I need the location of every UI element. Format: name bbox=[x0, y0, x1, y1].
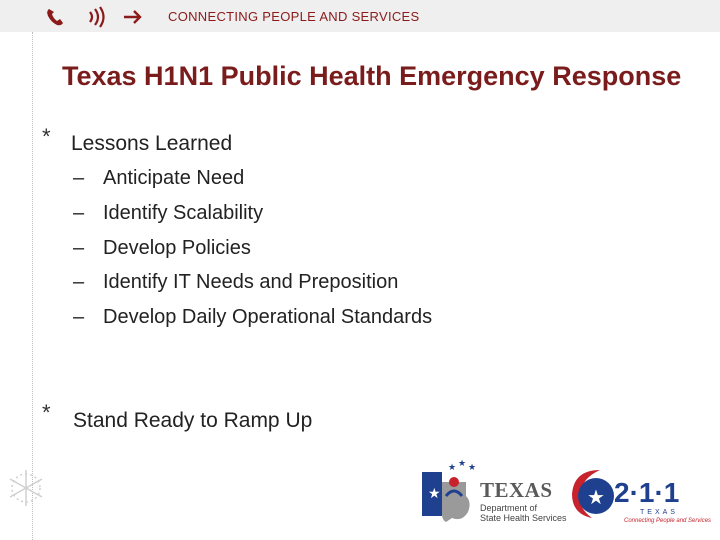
sub-bullet-dash: – bbox=[73, 271, 85, 293]
dshs-logo-text bbox=[480, 478, 567, 523]
bullet-marker: * bbox=[42, 400, 51, 425]
slide-title: Texas H1N1 Public Health Emergency Response bbox=[62, 61, 682, 91]
bullet-stand-ready: Stand Ready to Ramp Up bbox=[73, 409, 313, 432]
sub-bullet bbox=[73, 271, 398, 294]
snowflake-icon bbox=[4, 460, 48, 516]
dshs-logo-name: TEXAS bbox=[480, 478, 553, 502]
two11-tagline: Connecting People and Services bbox=[624, 518, 712, 524]
signal-icon bbox=[86, 6, 108, 28]
two11-texas-logo-icon bbox=[566, 462, 712, 526]
sub-bullet-dash: – bbox=[73, 237, 85, 259]
header-bar bbox=[0, 0, 720, 32]
sub-bullet-text: Identify Scalability bbox=[103, 202, 264, 224]
header-tagline: CONNECTING PEOPLE AND SERVICES bbox=[168, 9, 420, 24]
two11-state: TEXAS bbox=[640, 509, 678, 516]
sub-bullet-text: Anticipate Need bbox=[103, 167, 245, 189]
sub-bullet-dash: – bbox=[73, 202, 85, 224]
dshs-logo-line2: State Health Services bbox=[480, 513, 567, 523]
sub-bullet bbox=[73, 237, 251, 260]
sub-bullet bbox=[73, 202, 263, 225]
arrow-right-icon bbox=[122, 6, 144, 28]
sub-bullet-text: Identify IT Needs and Preposition bbox=[103, 271, 399, 293]
sub-bullet-text: Develop Policies bbox=[103, 237, 251, 259]
dshs-logo-icon bbox=[418, 460, 482, 526]
bullet-lessons-learned: Lessons Learned bbox=[71, 132, 233, 155]
sub-bullet-dash: – bbox=[73, 167, 85, 189]
sub-bullet bbox=[73, 167, 244, 190]
svg-text:★: ★ bbox=[468, 463, 477, 473]
phone-icon bbox=[44, 6, 68, 28]
svg-text:★: ★ bbox=[587, 485, 605, 509]
sub-bullet-dash: – bbox=[73, 306, 85, 328]
two11-number: 2·1·1 bbox=[614, 477, 680, 508]
sub-bullet-text: Develop Daily Operational Standards bbox=[103, 306, 433, 328]
sub-bullet bbox=[73, 306, 432, 329]
dshs-logo-line1: Department of bbox=[480, 503, 538, 513]
svg-text:★: ★ bbox=[428, 486, 441, 502]
svg-text:★: ★ bbox=[458, 459, 467, 469]
svg-text:★: ★ bbox=[448, 463, 457, 473]
bullet-marker: * bbox=[42, 124, 51, 149]
